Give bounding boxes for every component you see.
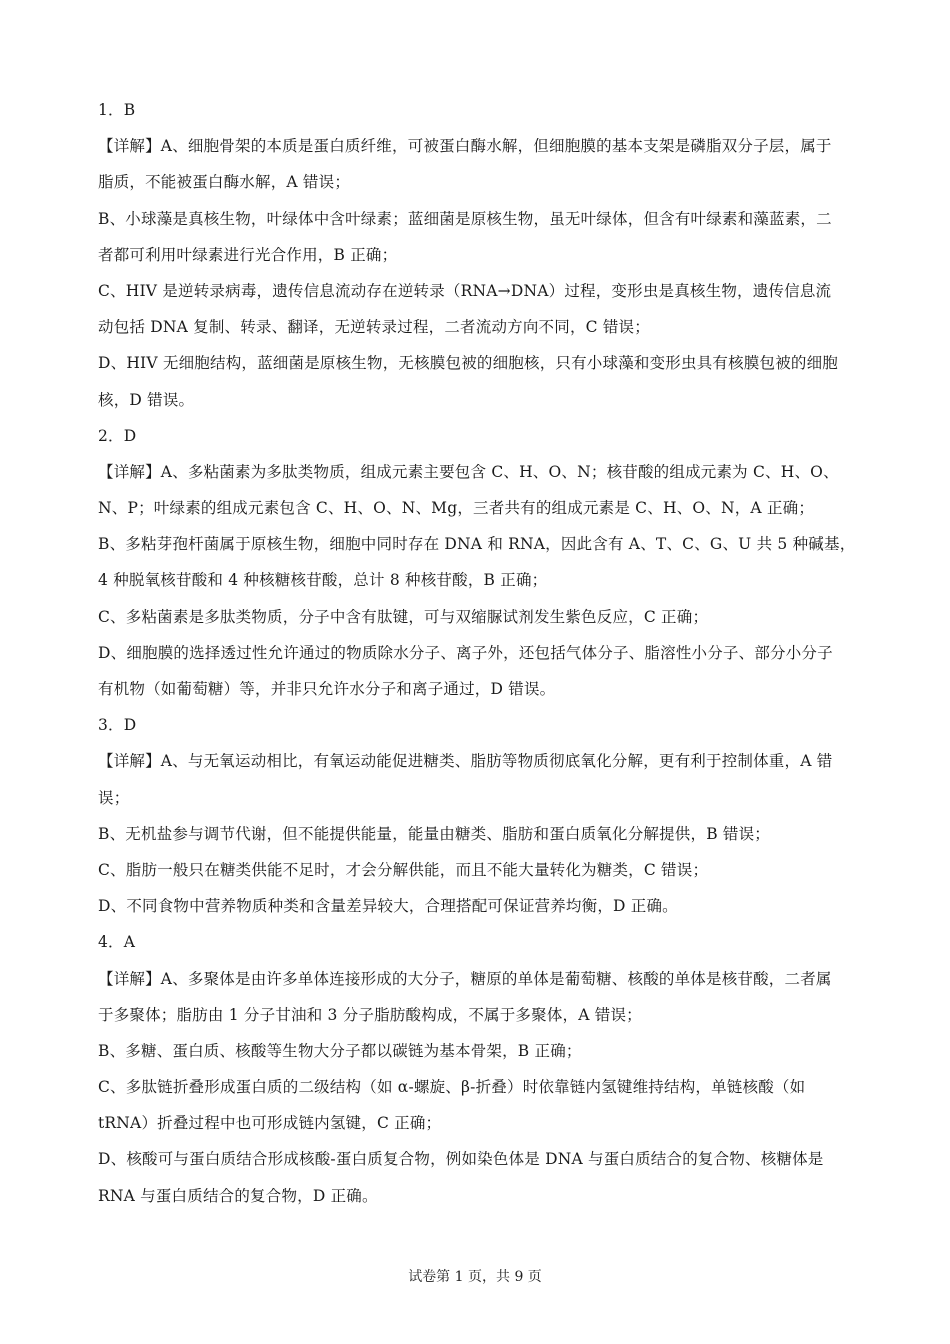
text-line: C、HIV 是逆转录病毒，遗传信息流动存在逆转录（RNA→DNA）过程，变形虫是真核生物，遗传信息流 [98, 281, 832, 300]
text-line: C、多肽链折叠形成蛋白质的二级结构（如 α-螺旋、β-折叠）时依靠链内氢键维持结构，单链核酸（如 [98, 1078, 806, 1097]
text-line: 2．D [98, 426, 137, 445]
text-line: D、不同食物中营养物质种类和含量差异较大，合理搭配可保证营养均衡，D 正确。 [98, 897, 678, 916]
text-line: B、无机盐参与调节代谢，但不能提供能量，能量由糖类、脂肪和蛋白质氧化分解提供，B 错误； [98, 824, 771, 843]
text-line: D、核酸可与蛋白质结合形成核酸-蛋白质复合物，例如染色体是 DNA 与蛋白质结合的复合物、核糖体是 [98, 1150, 824, 1169]
text-line: D、HIV 无细胞结构，蓝细菌是原核生物，无核膜包被的细胞核，只有小球藻和变形虫具有核膜包被的细胞 [98, 354, 838, 373]
text-line: B、小球藻是真核生物，叶绿体中含叶绿素；蓝细菌是原核生物，虽无叶绿体，但含有叶绿素和藻蓝素，二 [98, 209, 832, 228]
text-line: 4．A [98, 933, 136, 952]
text-line: 【详解】A、多聚体是由许多单体连接形成的大分子，糖原的单体是葡萄糖、核酸的单体是核苷酸，二者属 [98, 969, 832, 988]
text-line: B、多糖、蛋白质、核酸等生物大分子都以碳链为基本骨架，B 正确； [98, 1041, 582, 1060]
text-line: 误； [98, 788, 130, 807]
text-line: D、细胞膜的选择透过性允许通过的物质除水分子、离子外，还包括气体分子、脂溶性小分子、部分小分子 [98, 643, 833, 662]
text-line: C、脂肪一般只在糖类供能不足时，才会分解供能，而且不能大量转化为糖类，C 错误； [98, 860, 709, 879]
text-line: 4 种脱氧核苷酸和 4 种核糖核苷酸，总计 8 种核苷酸，B 正确； [98, 571, 548, 590]
text-line: 核，D 错误。 [98, 390, 195, 409]
answer-content [98, 92, 858, 1214]
text-line: N、P；叶绿素的组成元素包含 C、H、O、N、Mg，三者共有的组成元素是 C、H、O、N，A 正确； [98, 499, 815, 518]
text-line: 【详解】A、细胞骨架的本质是蛋白质纤维，可被蛋白酶水解，但细胞膜的基本支架是磷脂双分子层，属于 [98, 137, 832, 156]
text-line: 有机物（如葡萄糖）等，并非只允许水分子和离子通过，D 错误。 [98, 680, 556, 698]
text-line: C、多粘菌素是多肽类物质，分子中含有肽键，可与双缩脲试剂发生紫色反应，C 正确； [98, 607, 709, 626]
text-line: 脂质，不能被蛋白酶水解，A 错误； [98, 173, 351, 192]
text-line: tRNA）折叠过程中也可形成链内氢键，C 正确； [98, 1114, 442, 1133]
text-line: 于多聚体；脂肪由 1 分子甘油和 3 分子脂肪酸构成，不属于多聚体，A 错误； [98, 1005, 642, 1024]
text-line: 【详解】A、多粘菌素为多肽类物质，组成元素主要包含 C、H、O、N；核苷酸的组成元素为 C、H、O、 [98, 462, 839, 481]
text-line: 1．B [98, 101, 136, 119]
text-line: 者都可利用叶绿素进行光合作用，B 正确； [98, 245, 398, 264]
text-line: 【详解】A、与无氧运动相比，有氧运动能促进糖类、脂肪等物质彻底氧化分解，更有利于控制体重，A 错 [98, 752, 833, 771]
text-line: RNA 与蛋白质结合的复合物，D 正确。 [98, 1186, 378, 1205]
text-line: 动包括 DNA 复制、转录、翻译，无逆转录过程，二者流动方向不同，C 错误； [98, 318, 650, 337]
text-line: B、多粘芽孢杆菌属于原核生物，细胞中同时存在 DNA 和 RNA，因此含有 A、T、C、G、U 共 5 种碱基， [98, 535, 856, 554]
text-line: 3．D [98, 716, 137, 735]
page-footer: 试卷第 1 页，共 9 页 [408, 1269, 542, 1285]
